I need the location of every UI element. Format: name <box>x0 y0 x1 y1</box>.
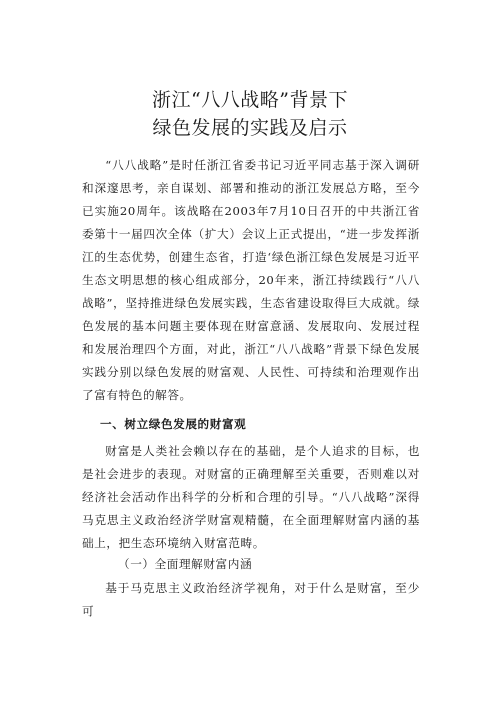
document-title <box>0 86 500 142</box>
title-line-1: 浙江“八八战略”背景下 <box>152 89 348 111</box>
intro-paragraph: “八八战略”是时任浙江省委书记习近平同志基于深入调研和深邃思考，亲自谋划、部署和推动的浙江发展总方略，至今已实施20周年。该战略在2003年7月10日召开的中共浙江省委第十一届四次全体（扩大）会议上正式提出，“进一步发挥浙江的生态优势，创建生态省，打造‘绿色浙江绿色发展是习近平生态文明思想的核心组成部分，20年来，浙江持续践行“八八战略”，坚持推进绿色发展实践，生态省建设取得巨大成就。绿色发展的基本问题主要体现在财富意涵、发展取向、发展过程和发展治理四个方面，对此，浙江“八八战略”背景下绿色发展实践分别以绿色发展的财富观、人民性、可持续和治理观作出了富有特色的解答。 <box>82 158 420 402</box>
subsection1-paragraph-block <box>82 577 420 623</box>
section1-paragraph-block <box>82 440 420 555</box>
intro-paragraph-block <box>82 154 420 407</box>
section-heading-wealth-view: 一、树立绿色发展的财富观 <box>100 417 247 431</box>
subsection-heading-wealth-meaning: （一）全面理解财富内涵 <box>118 557 253 571</box>
section1-paragraph: 财富是人类社会赖以存在的基础，是个人追求的目标，也是社会进步的表现。对财富的正确理解至关重要，否则难以对经济社会活动作出科学的分析和合理的引导。“八八战略”深得马克思主义政治经济学财富观精髓，在全面理解财富内涵的基础上，把生态环境纳入财富范畴。 <box>82 444 420 550</box>
subsection1-paragraph: 基于马克思主义政治经济学视角，对于什么是财富，至少可 <box>82 581 420 618</box>
title-line-2: 绿色发展的实践及启示 <box>152 117 348 139</box>
